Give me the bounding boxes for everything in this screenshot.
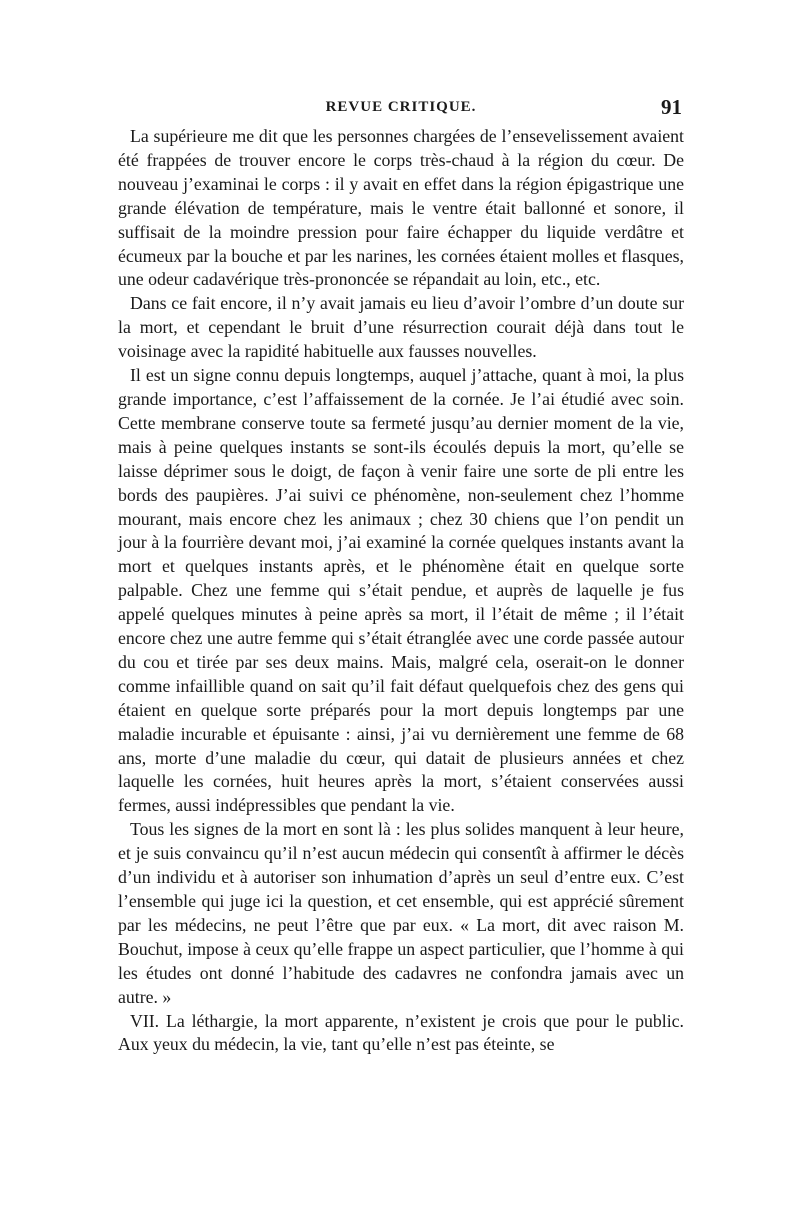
paragraph: La supérieure me dit que les personnes chargées de l’ensevelissement avaient été frappées de trouver encore le corps très-chaud à la région du cœur. De nouveau j’examinai le corps : il y avait en effet dans la région épigastrique une grande élévation de température, mais le ventre était ballonné et sonore, il suffisait de la moindre pression pour faire échapper du liquide verdâtre et écumeux par la bouche et par les narines, les cornées étaient molles et flasques, une odeur cadavérique très-prononcée se répandait au loin, etc., etc. <box>118 126 684 290</box>
paragraph: Tous les signes de la mort en sont là : les plus solides manquent à leur heure, et je suis convaincu qu’il n’est aucun médecin qui consentît à affirmer le décès d’un individu et à autoriser son inhumation d’après un seul d’entre eux. C’est l’ensemble qui juge ici la question, et cet ensemble, qui est apprécié sûrement par les médecins, ne peut l’être que par eux. « La mort, dit avec raison M. Bouchut, impose à ceux qu’elle frappe un aspect particulier, que l’homme à qui les études ont donné l’habitude des cadavres ne confondra jamais avec un autre. » <box>118 819 684 1007</box>
paragraph: Il est un signe connu depuis longtemps, auquel j’attache, quant à moi, la plus grande importance, c’est l’affaissement de la cornée. Je l’ai étudié avec soin. Cette membrane conserve toute sa fermeté jusqu’au dernier moment de la vie, mais à peine quelques instants se sont-ils écoulés depuis la mort, qu’elle se laisse déprimer sous le doigt, de façon à venir faire une sorte de pli entre les bords des paupières. J’ai suivi ce phénomène, non-seulement chez l’homme mourant, mais encore chez les animaux ; chez 30 chiens que l’on pendit un jour à la fourrière devant moi, j’ai examiné la cornée quelques instants avant la mort et quelques instants après, et le phénomène était en quelque sorte palpable. Chez une femme qui s’était pendue, et auprès de laquelle je fus appelé quelques minutes à peine après sa mort, il l’était de même ; il l’était encore chez une autre femme qui s’était étranglée avec une corde passée autour du cou et tirée par ses deux mains. Mais, malgré cela, oserait-on le donner comme infaillible quand on sait qu’il fait défaut quelquefois chez des gens qui étaient en quelque sorte préparés pour la mort depuis longtemps par une maladie incurable et épuisante : ainsi, j’ai vu dernièrement une femme de 68 ans, morte d’une maladie du cœur, qui datait de plusieurs années et chez laquelle les cornées, huit heures après la mort, s’étaient conservées aussi fermes, aussi indépressibles que pendant la vie. <box>118 365 684 816</box>
paragraph: Dans ce fait encore, il n’y avait jamais eu lieu d’avoir l’ombre d’un doute sur la mort, et cependant le bruit d’une résurrection courait déjà dans tout le voisinage avec la rapidité habituelle aux fausses nouvelles. <box>118 293 684 362</box>
page-number: 91 <box>661 95 682 119</box>
running-title: REVUE CRITIQUE. <box>325 99 477 115</box>
body-text <box>118 125 684 1057</box>
paragraph: VII. La léthargie, la mort apparente, n’existent je crois que pour le public. Aux yeux du médecin, la vie, tant qu’elle n’est pas éteinte, se <box>118 1010 684 1055</box>
document-page <box>118 95 684 1057</box>
running-head <box>118 95 684 125</box>
